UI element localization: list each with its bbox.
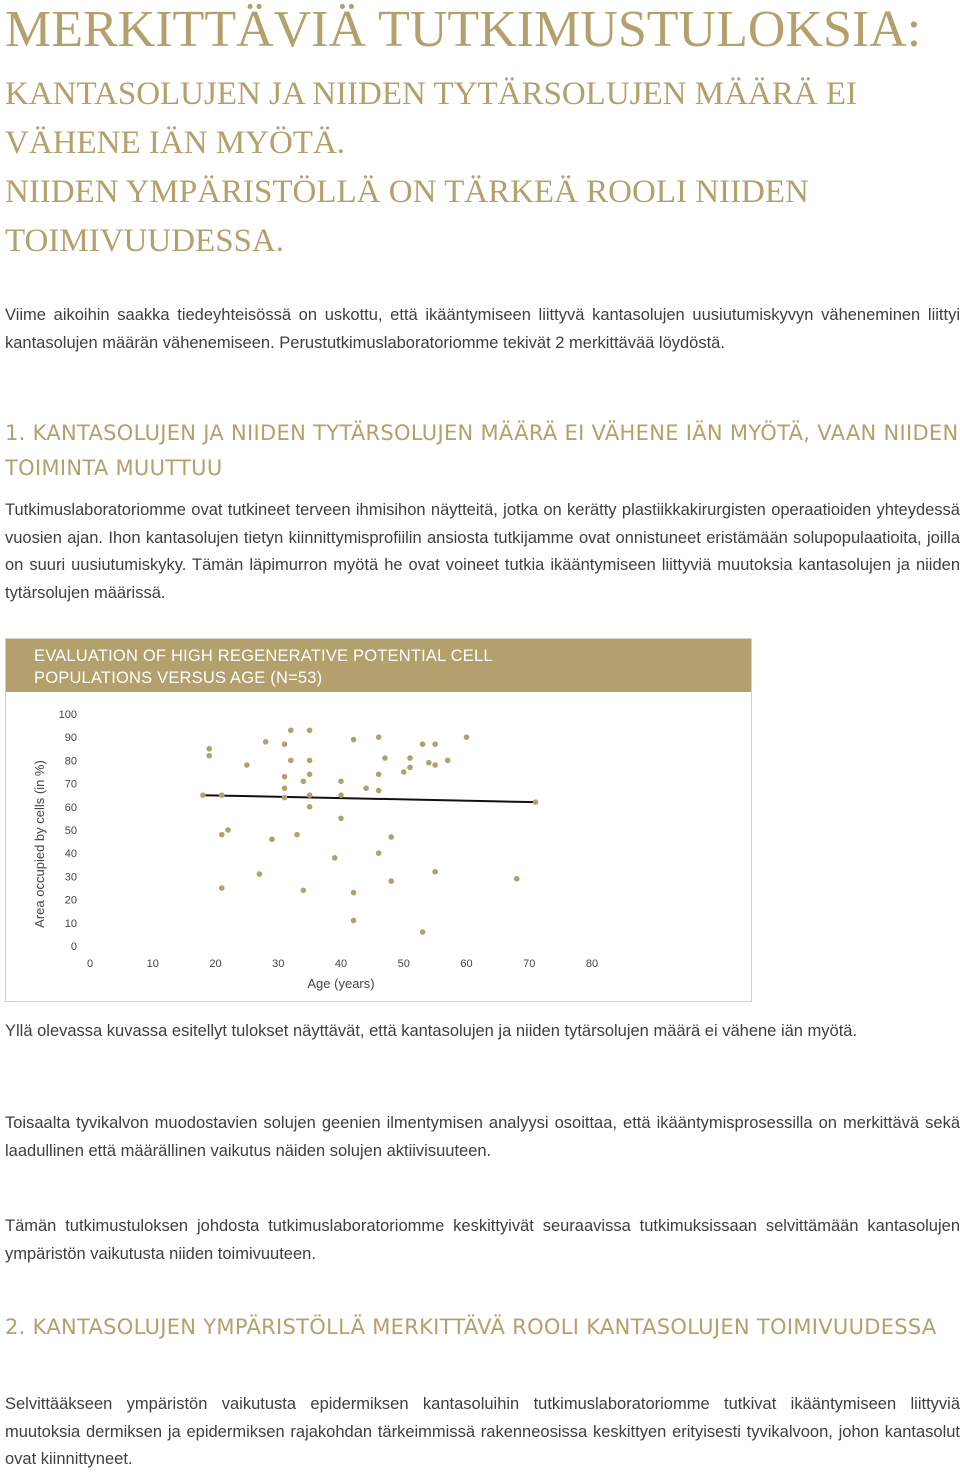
data-point <box>514 876 520 882</box>
data-point <box>432 762 438 768</box>
data-point <box>338 778 344 784</box>
y-tick-label: 50 <box>64 825 77 837</box>
data-point <box>432 741 438 747</box>
y-axis-label: Area occupied by cells (in %) <box>32 760 47 928</box>
data-point <box>282 785 288 791</box>
data-point <box>219 792 225 798</box>
data-point <box>294 832 300 838</box>
y-tick-label: 80 <box>64 755 77 768</box>
data-point <box>307 772 313 778</box>
figure-header <box>6 639 751 692</box>
data-point <box>401 769 407 775</box>
data-point <box>200 792 206 798</box>
y-tick-label: 90 <box>64 732 77 745</box>
data-point <box>269 836 275 842</box>
data-point <box>219 832 225 838</box>
page-subtitle <box>5 70 955 266</box>
data-point <box>206 753 212 759</box>
data-point <box>288 727 294 733</box>
data-point <box>432 869 438 875</box>
data-point <box>332 855 338 861</box>
x-tick-label: 80 <box>585 958 599 970</box>
y-tick-label: 60 <box>64 801 77 814</box>
paragraph-basement-membrane: Toisaalta tyvikalvon muodostavien solujen geenien ilmentymisen analyysi osoittaa, että ikääntymisprosessilla on merkittävä sekä laadullinen että määrällinen vaikutus näiden solujen aktiivisuuteen. <box>5 1114 960 1160</box>
data-point <box>376 734 382 740</box>
data-point <box>301 778 307 784</box>
y-tick-label: 30 <box>64 871 77 884</box>
x-axis-label: Age (years) <box>307 976 375 991</box>
data-point <box>388 878 394 884</box>
section-1-heading: 1. KANTASOLUJEN JA NIIDEN TYTÄRSOLUJEN MÄÄRÄ EI VÄHENE IÄN MYÖTÄ, VAAN NIIDEN TOIMINTA MUUTTUU <box>5 421 959 480</box>
data-point <box>301 888 307 894</box>
x-tick-label: 60 <box>460 958 473 970</box>
y-tick-label: 70 <box>64 778 77 791</box>
data-point <box>307 758 313 764</box>
x-tick-label: 70 <box>523 958 536 970</box>
subtitle-line: VÄHENE IÄN MYÖTÄ. <box>5 125 346 161</box>
data-point <box>382 755 388 761</box>
section-2-heading: 2. KANTASOLUJEN YMPÄRISTÖLLÄ MERKITTÄVÄ ROOLI KANTASOLUJEN TOIMIVUUDESSA <box>5 1315 937 1339</box>
data-point <box>388 834 394 840</box>
figure-header-line: EVALUATION OF HIGH REGENERATIVE POTENTIAL CELL <box>34 647 493 665</box>
data-point <box>351 890 357 896</box>
scatter-figure <box>5 638 752 1002</box>
data-point <box>420 929 426 935</box>
x-tick-label: 0 <box>86 958 94 970</box>
trend-line <box>203 795 536 802</box>
data-point <box>426 760 432 766</box>
data-point <box>376 788 382 794</box>
page-title: MERKITTÄVIÄ TUTKIMUSTULOKSIA: <box>5 1 922 58</box>
data-point <box>282 795 288 801</box>
data-point <box>282 774 288 780</box>
paragraph-environment-study: Tämän tutkimustuloksen johdosta tutkimuslaboratoriomme keskittyivät seuraavissa tutkimuksissaan selvittämään kantasolujen ympäristön vaikutusta niiden toimivuuteen. <box>5 1217 960 1263</box>
data-point <box>206 746 212 752</box>
y-tick-label: 10 <box>64 917 77 930</box>
data-point <box>376 850 382 856</box>
data-point <box>288 758 294 764</box>
data-point <box>282 741 288 747</box>
data-point <box>263 739 269 745</box>
x-tick-label: 50 <box>397 958 410 970</box>
data-point <box>225 827 231 833</box>
subtitle-line: TOIMIVUUDESSA. <box>5 223 284 259</box>
scatter-chart <box>6 692 751 1000</box>
section-1-paragraph: Tutkimuslaboratoriomme ovat tutkineet terveen ihmisihon näytteitä, jotka on kerätty plastiikkakirurgisten operaatioiden yhteydessä vuosien ajan. Ihon kantasolujen tietyn kiinnittymisprofiilin ansiosta tutkijamme ovat onnistuneet eristämään solupopulaatioita, joilla on suuri uusiutumiskyky. Tämän läpimurron myötä he ovat voineet tutkia ikääntymiseen liittyviä muutoksia kantasolujen ja niiden tytärsolujen määrissä. <box>5 501 960 602</box>
data-point <box>407 755 413 761</box>
data-point <box>257 871 263 877</box>
data-point <box>407 765 413 771</box>
data-point <box>307 792 313 798</box>
section-2-paragraph: Selvittääkseen ympäristön vaikutusta epidermiksen kantasoluihin tutkimuslaboratoriomme tutkivat ikääntymiseen liittyviä muutoksia dermiksen ja epidermiksen rajakohdan tärkeimmissä rakenneosissa keskittyen erityisesti tyvikalvoon, johon kantasolut ovat kiinnittyneet. <box>5 1395 960 1468</box>
paragraph-after-chart: Yllä olevassa kuvassa esitellyt tulokset näyttävät, että kantasolujen ja niiden tytärsolujen määrä ei vähene iän myötä. <box>5 1022 858 1040</box>
data-point <box>445 758 451 764</box>
data-point <box>219 885 225 891</box>
data-point <box>244 762 250 768</box>
x-tick-label: 10 <box>146 958 159 970</box>
x-tick-label: 40 <box>334 958 348 970</box>
data-point <box>464 734 470 740</box>
data-point <box>307 804 313 810</box>
subtitle-line: NIIDEN YMPÄRISTÖLLÄ ON TÄRKEÄ ROOLI NIIDEN <box>5 174 809 210</box>
data-point <box>338 792 344 798</box>
intro-paragraph: Viime aikoihin saakka tiedeyhteisössä on uskottu, että ikääntymiseen liittyvä kantasolujen uusiutumiskyvyn väheneminen liittyi kantasolujen määrän vähenemiseen. Perustutkimuslaboratoriomme tekivät 2 merkittävää löydöstä. <box>5 306 960 352</box>
data-point <box>420 741 426 747</box>
data-point <box>338 816 344 822</box>
figure-header-line: POPULATIONS VERSUS AGE (N=53) <box>34 669 323 687</box>
x-tick-label: 30 <box>272 958 285 970</box>
y-tick-label: 100 <box>58 709 77 721</box>
data-point <box>376 772 382 778</box>
y-tick-label: 20 <box>64 894 77 907</box>
data-point <box>533 799 539 805</box>
data-point <box>351 737 357 743</box>
x-tick-label: 20 <box>209 958 222 970</box>
data-point <box>307 727 313 733</box>
y-tick-label: 0 <box>70 941 77 953</box>
data-point <box>351 918 357 924</box>
y-tick-label: 40 <box>64 848 77 861</box>
subtitle-line: KANTASOLUJEN JA NIIDEN TYTÄRSOLUJEN MÄÄRÄ EI <box>5 76 857 112</box>
data-point <box>363 785 369 791</box>
